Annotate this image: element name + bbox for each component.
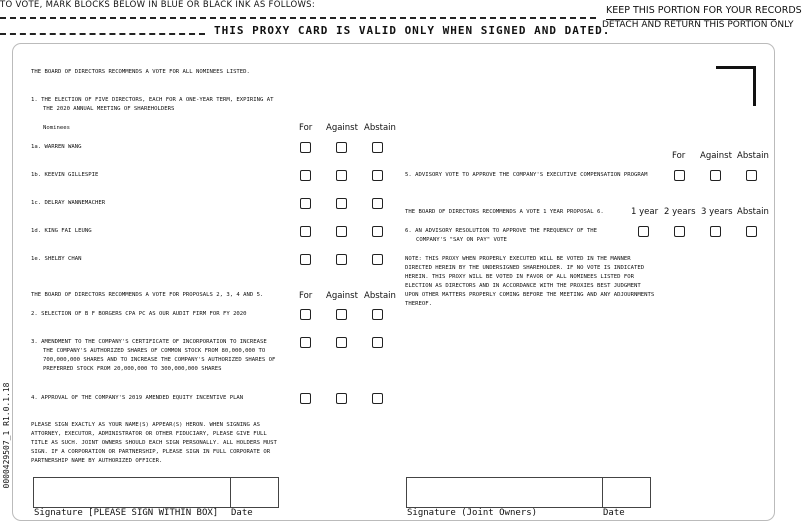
note-line: ELECTION AS DIRECTORS AND IN ACCORDANCE WITH THE PROXIES BEST JUDGMENT <box>405 283 641 289</box>
proposal-5-for-checkbox[interactable] <box>674 170 685 181</box>
registration-corner-mark <box>716 66 756 106</box>
proposal-3-for-checkbox[interactable] <box>300 337 311 348</box>
left-dash-line <box>0 33 205 35</box>
signature-label: Signature [PLEASE SIGN WITHIN BOX] <box>34 508 219 518</box>
nominee-1a-for-checkbox[interactable] <box>300 142 311 153</box>
valid-notice: THIS PROXY CARD IS VALID ONLY WHEN SIGNED AND DATED. <box>214 24 611 37</box>
nominee-1c-against-checkbox[interactable] <box>336 198 347 209</box>
note-line: DIRECTED HEREIN BY THE UNDERSIGNED SHAREHOLDER. IF NO VOTE IS INDICATED <box>405 265 645 271</box>
tear-line-dashes <box>0 17 596 19</box>
joint-signature-box[interactable] <box>406 477 604 508</box>
proposal-4-against-checkbox[interactable] <box>336 393 347 404</box>
proposal-2-abstain-checkbox[interactable] <box>372 309 383 320</box>
proposal-2-against-checkbox[interactable] <box>336 309 347 320</box>
proposal-5-against-checkbox[interactable] <box>710 170 721 181</box>
note-line: THEREOF. <box>405 301 432 307</box>
col-3years-header: 3 years <box>701 207 733 217</box>
proposal-2-text: 2. SELECTION OF B F BORGERS CPA PC AS OUR AUDIT FIRM FOR FY 2020 <box>31 311 247 317</box>
board-recommendation-nominees: THE BOARD OF DIRECTORS RECOMMENDS A VOTE FOR ALL NOMINEES LISTED. <box>31 69 250 75</box>
proposal-4-text: 4. APPROVAL OF THE COMPANY'S 2019 AMENDED EQUITY INCENTIVE PLAN <box>31 395 244 401</box>
detach-portion-label: DETACH AND RETURN THIS PORTION ONLY <box>602 20 794 30</box>
proposal-4-for-checkbox[interactable] <box>300 393 311 404</box>
nominee-1d-for-checkbox[interactable] <box>300 226 311 237</box>
proposal-5-abstain-checkbox[interactable] <box>746 170 757 181</box>
nominee-1d-against-checkbox[interactable] <box>336 226 347 237</box>
proposal-3-abstain-checkbox[interactable] <box>372 337 383 348</box>
board-recommendation-frequency: THE BOARD OF DIRECTORS RECOMMENDS A VOTE 1 YEAR PROPOSAL 6. <box>405 209 604 215</box>
sign-instructions-line: PLEASE SIGN EXACTLY AS YOUR NAME(S) APPEAR(S) HERON. WHEN SIGNING AS <box>31 422 261 428</box>
proposal-3-line3: 700,000,000 SHARES AND TO INCREASE THE COMPANY'S AUTHORIZED SHARES OF <box>43 357 276 363</box>
nominee-1e-abstain-checkbox[interactable] <box>372 254 383 265</box>
col-against-header: Against <box>700 151 732 161</box>
col-abstain-header: Abstain <box>737 207 769 217</box>
col-abstain-header: Abstain <box>364 291 396 301</box>
proposal-6-abstain-checkbox[interactable] <box>746 226 757 237</box>
proposal-6-1year-checkbox[interactable] <box>638 226 649 237</box>
col-1year-header: 1 year <box>631 207 659 217</box>
nominees-label: Nominees <box>43 125 70 131</box>
col-against-header: Against <box>326 123 358 133</box>
col-abstain-header: Abstain <box>364 123 396 133</box>
proposal-3-against-checkbox[interactable] <box>336 337 347 348</box>
nominee-1e-against-checkbox[interactable] <box>336 254 347 265</box>
note-line: HEREIN. THIS PROXY WILL BE VOTED IN FAVOR OF ALL NOMINEES LISTED FOR <box>405 274 635 280</box>
signature-box[interactable] <box>33 477 232 508</box>
proposal-6-line1: 6. AN ADVISORY RESOLUTION TO APPROVE THE FREQUENCY OF THE <box>405 228 597 234</box>
date-box[interactable] <box>230 477 279 508</box>
vote-instruction: TO VOTE, MARK BLOCKS BELOW IN BLUE OR BLACK INK AS FOLLOWS: <box>0 0 316 10</box>
nominee-1c-for-checkbox[interactable] <box>300 198 311 209</box>
nominee-1b-abstain-checkbox[interactable] <box>372 170 383 181</box>
proposal-5-text: 5. ADVISORY VOTE TO APPROVE THE COMPANY'S EXECUTIVE COMPENSATION PROGRAM <box>405 172 648 178</box>
proposal-1-line1: 1. THE ELECTION OF FIVE DIRECTORS, EACH FOR A ONE-YEAR TERM, EXPIRING AT <box>31 97 274 103</box>
col-against-header: Against <box>326 291 358 301</box>
side-document-code: 0000429507_1 R1.0.1.18 <box>2 382 11 489</box>
proposal-6-3years-checkbox[interactable] <box>710 226 721 237</box>
joint-signature-label: Signature (Joint Owners) <box>407 508 538 518</box>
nominee-label: 1e. SHELBY CHAN <box>31 256 82 262</box>
proposal-3-line2: THE COMPANY'S AUTHORIZED SHARES OF COMMON STOCK FROM 80,000,000 TO <box>43 348 266 354</box>
col-for-header: For <box>299 291 313 301</box>
proposal-6-2years-checkbox[interactable] <box>674 226 685 237</box>
proposal-1-line2: THE 2020 ANNUAL MEETING OF SHAREHOLDERS <box>43 106 175 112</box>
sign-instructions-line: TITLE AS SUCH. JOINT OWNERS SHOULD EACH SIGN PERSONALLY. ALL HOLDERS MUST <box>31 440 277 446</box>
sign-instructions-line: SIGN. IF A CORPORATION OR PARTNERSHIP, PLEASE SIGN IN FULL CORPORATE OR <box>31 449 271 455</box>
board-recommendation-proposals: THE BOARD OF DIRECTORS RECOMMENDS A VOTE FOR PROPOSALS 2, 3, 4 AND 5. <box>31 292 264 298</box>
proposal-6-line2: COMPANY'S "SAY ON PAY" VOTE <box>416 237 507 243</box>
col-for-header: For <box>299 123 313 133</box>
nominee-1a-abstain-checkbox[interactable] <box>372 142 383 153</box>
keep-portion-label: KEEP THIS PORTION FOR YOUR RECORDS <box>606 5 802 16</box>
nominee-1a-against-checkbox[interactable] <box>336 142 347 153</box>
nominee-label: 1d. KING FAI LEUNG <box>31 228 92 234</box>
proposal-3-line4: PREFERRED STOCK FROM 20,000,000 TO 300,000,000 SHARES <box>43 366 222 372</box>
note-line: UPON OTHER MATTERS PROPERLY COMING BEFORE THE MEETING AND ANY ADJOURNMENTS <box>405 292 655 298</box>
proposal-4-abstain-checkbox[interactable] <box>372 393 383 404</box>
nominee-1d-abstain-checkbox[interactable] <box>372 226 383 237</box>
sign-instructions-line: ATTORNEY, EXECUTOR, ADMINISTRATOR OR OTHER FIDUCIARY, PLEASE GIVE FULL <box>31 431 267 437</box>
nominee-label: 1a. WARREN WANG <box>31 144 82 150</box>
nominee-1b-against-checkbox[interactable] <box>336 170 347 181</box>
nominee-label: 1c. DELRAY WANNEMACHER <box>31 200 106 206</box>
col-for-header: For <box>672 151 686 161</box>
nominee-label: 1b. KEEVIN GILLESPIE <box>31 172 99 178</box>
sign-instructions-line: PARTNERSHIP NAME BY AUTHORIZED OFFICER. <box>31 458 163 464</box>
date-label: Date <box>231 508 253 518</box>
joint-date-box[interactable] <box>602 477 651 508</box>
proposal-2-for-checkbox[interactable] <box>300 309 311 320</box>
col-2years-header: 2 years <box>664 207 696 217</box>
col-abstain-header: Abstain <box>737 151 769 161</box>
nominee-1e-for-checkbox[interactable] <box>300 254 311 265</box>
nominee-1c-abstain-checkbox[interactable] <box>372 198 383 209</box>
nominee-1b-for-checkbox[interactable] <box>300 170 311 181</box>
proposal-3-line1: 3. AMENDMENT TO THE COMPANY'S CERTIFICATE OF INCORPORATION TO INCREASE <box>31 339 267 345</box>
note-line: NOTE: THIS PROXY WHEN PROPERLY EXECUTED WILL BE VOTED IN THE MANNER <box>405 256 631 262</box>
joint-date-label: Date <box>603 508 625 518</box>
